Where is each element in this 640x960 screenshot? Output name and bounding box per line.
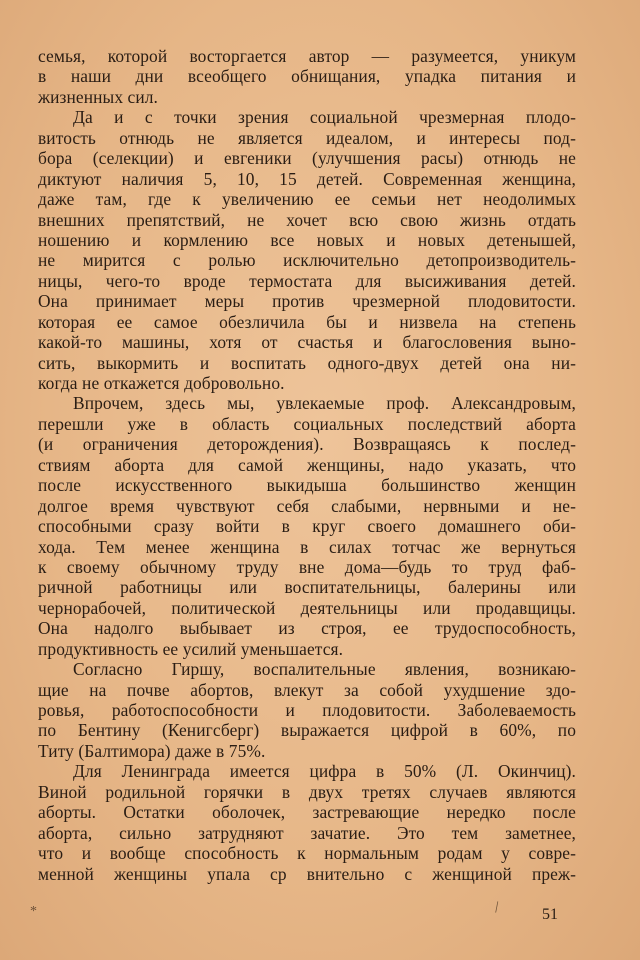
text-line: Виной родильной горячки в двух третях случаев являются <box>38 781 576 802</box>
text-line: чернорабочей, политической деятельницы или продавщицы. <box>38 597 576 618</box>
footer-mark: * <box>30 904 37 919</box>
text-line: перешли уже в область социальных последствий аборта <box>38 413 576 434</box>
text-line: продуктивность ее усилий уменьшается. <box>38 638 344 659</box>
text-line: щие на почве абортов, влекут за собой ухудшение здо- <box>38 679 576 700</box>
text-line: к своему обычному труду вне дома—будь то труд фаб- <box>38 556 576 577</box>
text-line: Согласно Гиршу, воспалительные явления, возникаю- <box>73 659 576 680</box>
text-line: (и ограничения деторождения). Возвращаясь к послед- <box>38 434 576 455</box>
text-line: ницы, чего-то вроде термостата для высиживания детей. <box>38 270 576 291</box>
text-line: по Бентину (Кенигсберг) выражается цифрой в 60%, по <box>38 720 576 741</box>
text-line: ричной работницы или воспитательницы, балерины или <box>38 577 576 598</box>
text-line: что и вообще способность к нормальным родам у совре- <box>38 843 576 864</box>
text-line: долгое время чувствуют себя слабыми, нервными и не- <box>38 495 576 516</box>
text-line: диктуют наличия 5, 10, 15 детей. Современная женщина, <box>38 168 576 189</box>
text-line: ствиям аборта для самой женщины, надо указать, что <box>38 454 576 475</box>
text-line: Для Ленинграда имеется цифра в 50% (Л. Окинчиц). <box>73 761 576 782</box>
body-text <box>38 46 576 884</box>
text-line: Титу (Балтимора) даже в 75%. <box>38 740 266 761</box>
text-line: Она принимает меры против чрезмерной плодовитости. <box>38 291 576 312</box>
text-line: хода. Тем менее женщина в силах тотчас же вернуться <box>38 536 576 557</box>
text-line: менной женщины упала ср внительно с женщиной преж- <box>38 863 576 884</box>
text-line: какой-то машины, хотя от счастья и благословения выно- <box>38 332 576 353</box>
text-line: семья, которой восторгается автор — разумеется, уникум <box>38 46 576 66</box>
text-line: Да и с точки зрения социальной чрезмерная плодо- <box>73 107 576 128</box>
text-line: которая ее самое обезличила бы и низвела на степень <box>38 311 576 332</box>
text-line: способными сразу войти в круг своего домашнего оби- <box>38 516 576 537</box>
footer-tick: \ <box>490 899 503 917</box>
text-line: ровья, работоспособности и плодовитости. Заболеваемость <box>38 700 576 720</box>
text-line: не мирится с ролью исключительно детопроизводитель- <box>38 250 576 271</box>
text-line: в наши дни всеобщего обнищания, упадка питания и <box>38 66 576 87</box>
text-line: жизненных сил. <box>38 86 159 107</box>
text-line: аборты. Остатки оболочек, застревающие нередко после <box>38 802 576 823</box>
text-line: ношению и кормлению все новых и новых детенышей, <box>38 229 576 250</box>
text-line: когда не откажется добровольно. <box>38 373 285 393</box>
text-line: витость отнюдь не является идеалом, и интересы под- <box>38 127 576 148</box>
text-line: даже там, где к увеличению ее семьи нет неодолимых <box>38 189 576 210</box>
text-line: сить, выкормить и воспитать одного-двух детей она ни- <box>38 352 576 373</box>
text-line: внешних препятствий, не хочет всю свою жизнь отдать <box>38 209 576 230</box>
text-line: бора (селекции) и евгеники (улучшения расы) отнюдь не <box>38 148 576 169</box>
text-line: после искусственного выкидыша большинство женщин <box>38 475 576 496</box>
text-line: аборта, сильно затрудняют зачатие. Это тем заметнее, <box>38 822 576 843</box>
text-line: Впрочем, здесь мы, увлекаемые проф. Александровым, <box>73 393 576 414</box>
text-line: Она надолго выбывает из строя, ее трудоспособность, <box>38 618 576 639</box>
page-number: 51 <box>542 906 558 923</box>
